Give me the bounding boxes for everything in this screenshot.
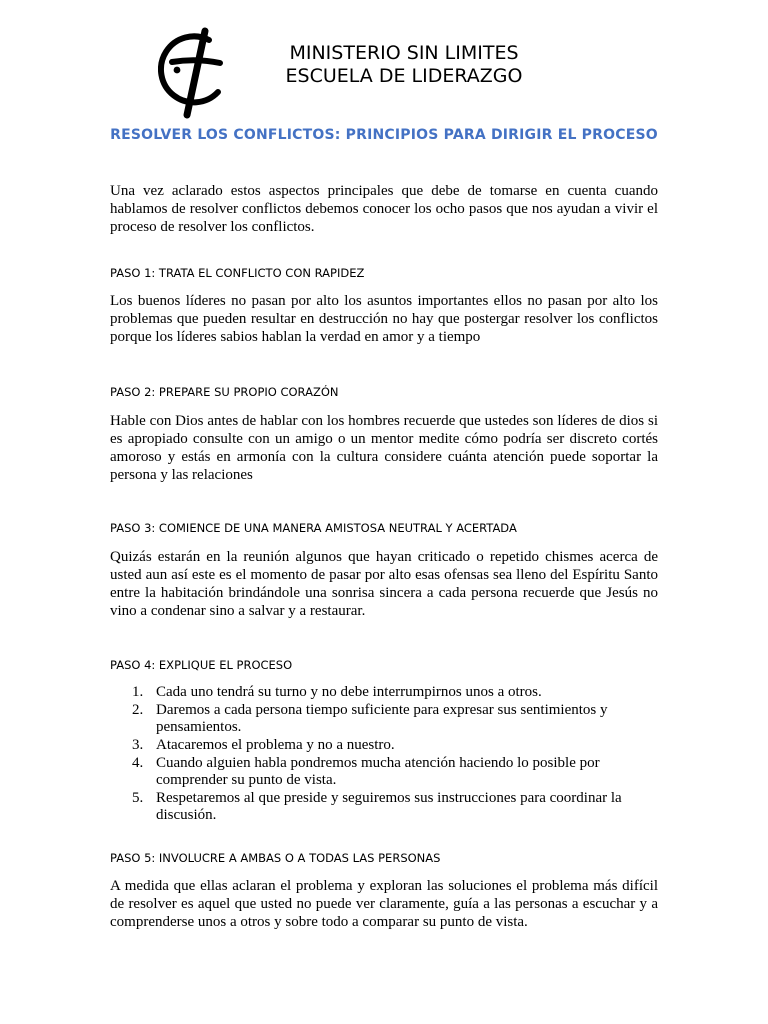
list-item-number: 3. (132, 737, 144, 753)
list-item-number: 4. (132, 755, 144, 771)
org-name-line1: MINISTERIO SIN LIMITES (289, 42, 519, 64)
step-5-paragraph: A medida que ellas aclaran el problema y exploran las soluciones el problema más difícil de resolver es aquel que usted no puede ver claramente, guía a las personas a escuchar y a comprenderse unos a otros y sobre todo a comparar su punto de vista. (110, 878, 658, 930)
step-1-heading: PASO 1: TRATA EL CONFLICTO CON RAPIDEZ (110, 266, 365, 280)
document-header (158, 26, 558, 120)
list-item (110, 702, 658, 736)
org-name-line2: ESCUELA DE LIDERAZGO (285, 65, 523, 87)
step-3-paragraph: Quizás estarán en la reunión algunos que hayan criticado o repetido chismes acerca de usted aun así este es el momento de pasar por alto esas ofensas sea lleno del Espíritu Santo entre la habitación brindándole una sonrisa sincera a cada persona recuerde que Jesús no vino a condenar sino a salvar y a restaurar. (110, 549, 658, 619)
list-item (110, 790, 658, 824)
step-2-heading: PASO 2: PREPARE SU PROPIO CORAZÓN (110, 385, 339, 399)
step-4-heading: PASO 4: EXPLIQUE EL PROCESO (110, 658, 293, 672)
document-title: RESOLVER LOS CONFLICTOS: PRINCIPIOS PARA DIRIGIR EL PROCESO (110, 127, 658, 143)
list-item-text: Cada uno tendrá su turno y no debe interrumpirnos unos a otros. (156, 684, 542, 700)
cross-circle-logo-icon (158, 26, 234, 120)
list-item-number: 2. (132, 702, 144, 718)
step-2-paragraph: Hable con Dios antes de hablar con los hombres recuerde que ustedes son líderes de dios si es apropiado consulte con un amigo o un mentor medite cómo podría ser discreto cortés amoroso y estás en armonía con la cultura considere cuánta atención puede soportar la persona y las relaciones (110, 413, 658, 483)
list-item-number: 5. (132, 790, 144, 806)
list-item-text: Cuando alguien habla pondremos mucha atención haciendo lo posible por comprender su punto de vista. (156, 755, 600, 788)
step-4-list (110, 684, 658, 825)
list-item-text: Respetaremos al que preside y seguiremos sus instrucciones para coordinar la discusión. (156, 790, 622, 823)
list-item-number: 1. (132, 684, 144, 700)
step-3-heading: PASO 3: COMIENCE DE UNA MANERA AMISTOSA NEUTRAL Y ACERTADA (110, 521, 517, 535)
list-item-text: Atacaremos el problema y no a nuestro. (156, 737, 395, 753)
list-item (110, 737, 658, 754)
organization-name (254, 42, 554, 88)
step-5-heading: PASO 5: INVOLUCRE A AMBAS O A TODAS LAS PERSONAS (110, 851, 441, 865)
intro-paragraph: Una vez aclarado estos aspectos principales que debe de tomarse en cuenta cuando hablamos de resolver conflictos debemos conocer los ocho pasos que nos ayudan a vivir el proceso de resolver los conflictos. (110, 183, 658, 235)
list-item (110, 755, 658, 789)
list-item (110, 684, 658, 701)
step-1-paragraph: Los buenos líderes no pasan por alto los asuntos importantes ellos no pasan por alto los problemas que pueden resultar en destrucción no hay que postergar resolver los conflictos porque los líderes sabios hablan la verdad en amor y a tiempo (110, 293, 658, 345)
list-item-text: Daremos a cada persona tiempo suficiente para expresar sus sentimientos y pensamientos. (156, 702, 608, 735)
